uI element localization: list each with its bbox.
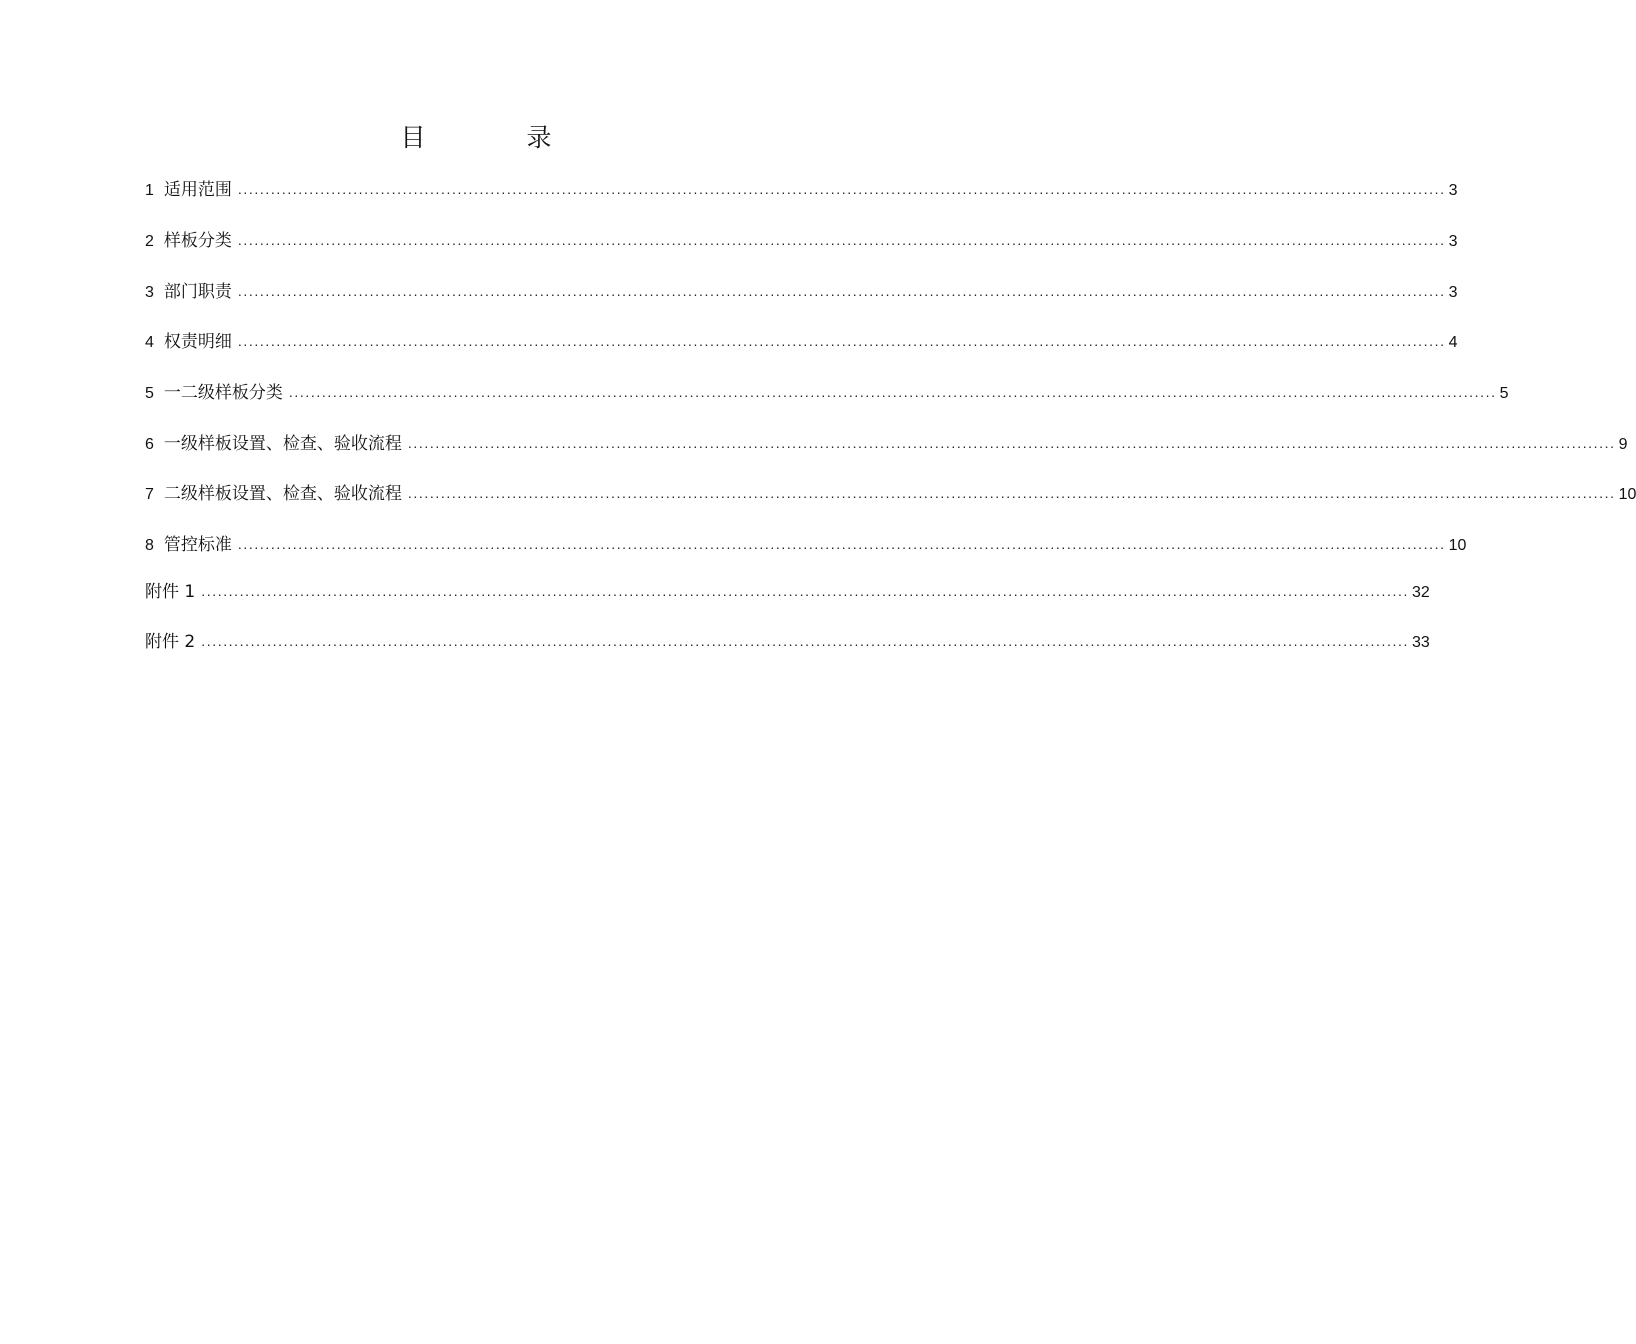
- toc-dot-leader: ............................................................................................................................................................................................................................: [237, 536, 1446, 552]
- toc-dot-leader: ............................................................................................................................................................................................................................: [237, 181, 1446, 197]
- toc-entry-page: 9: [1618, 436, 1628, 453]
- toc-entry[interactable]: [145, 329, 1458, 355]
- toc-dot-leader: ............................................................................................................................................................................................................................: [237, 232, 1446, 248]
- toc-entry-label: 二级样板设置、检查、验收流程: [163, 484, 402, 504]
- toc-entry-page: 10: [1448, 537, 1467, 554]
- toc-entry-label: 管控标准: [163, 535, 232, 555]
- toc-entry[interactable]: [145, 431, 1628, 457]
- toc-dot-leader: ............................................................................................................................................................................................................................: [407, 485, 1616, 501]
- toc-entry-label: 一级样板设置、检查、验收流程: [163, 434, 402, 454]
- toc-entry-page: 10: [1618, 486, 1636, 503]
- toc-dot-leader: ............................................................................................................................................................................................................................: [237, 333, 1446, 349]
- toc-entry-page: 3: [1448, 182, 1458, 199]
- toc-entry-page: 32: [1411, 584, 1430, 601]
- toc-entry-label: 附件 1: [145, 582, 196, 602]
- toc-entry[interactable]: [145, 279, 1458, 305]
- toc-dot-leader: ............................................................................................................................................................................................................................: [201, 583, 1409, 599]
- toc-entry-number: 5: [145, 385, 154, 402]
- toc-entry-number: 2: [145, 233, 154, 250]
- toc-entry[interactable]: [145, 481, 1636, 507]
- toc-entry-page: 3: [1448, 233, 1458, 250]
- toc-entry-label: 附件 2: [145, 632, 196, 652]
- toc-entry[interactable]: [145, 380, 1509, 406]
- toc-entry[interactable]: [145, 579, 1430, 605]
- toc-entry-number: 7: [145, 486, 154, 503]
- toc-entry-label: 样板分类: [163, 231, 232, 251]
- toc-entry-label: 部门职责: [163, 282, 232, 302]
- toc-entry-page: 3: [1448, 284, 1458, 301]
- toc-entry[interactable]: [145, 177, 1458, 203]
- toc-dot-leader: ............................................................................................................................................................................................................................: [407, 435, 1616, 451]
- toc-title: 目 录: [400, 123, 590, 152]
- toc-entry[interactable]: [145, 629, 1430, 655]
- toc-entry-number: 4: [145, 334, 154, 351]
- toc-dot-leader: ............................................................................................................................................................................................................................: [288, 384, 1497, 400]
- toc-dot-leader: ............................................................................................................................................................................................................................: [237, 283, 1446, 299]
- toc-entry-number: 1: [145, 182, 154, 199]
- toc-entry-number: 6: [145, 436, 154, 453]
- toc-entry-label: 权责明细: [163, 332, 232, 352]
- toc-entry-page: 4: [1448, 334, 1458, 351]
- toc-entry[interactable]: [145, 532, 1467, 558]
- toc-entry[interactable]: [145, 228, 1458, 254]
- toc-entry-page: 5: [1499, 385, 1509, 402]
- toc-entry-label: 一二级样板分类: [163, 383, 283, 403]
- toc-entry-page: 33: [1411, 634, 1430, 651]
- toc-entry-label: 适用范围: [163, 180, 232, 200]
- toc-entry-number: 8: [145, 537, 154, 554]
- toc-dot-leader: ............................................................................................................................................................................................................................: [201, 633, 1409, 649]
- toc-entry-number: 3: [145, 284, 154, 301]
